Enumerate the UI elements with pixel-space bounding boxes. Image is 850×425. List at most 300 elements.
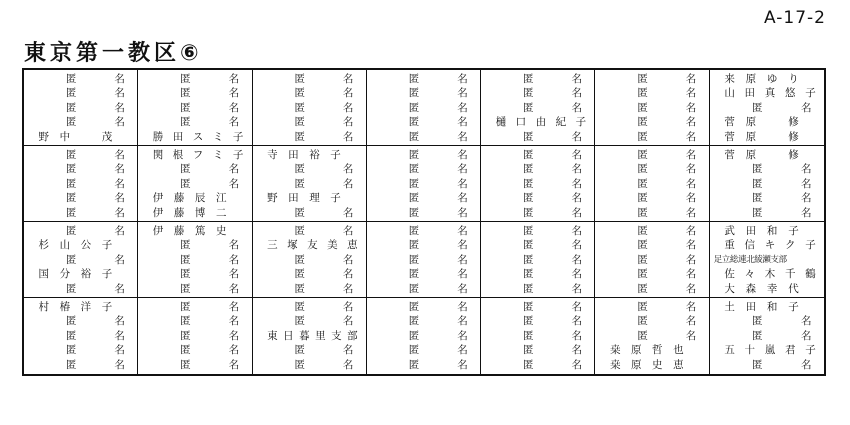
entry-text: 村椿洋子	[38, 301, 113, 313]
entry-text: 匿名	[637, 87, 697, 100]
entry-text: 匿名	[294, 206, 354, 219]
name-entry	[714, 253, 820, 267]
anonymous-entry	[485, 314, 590, 328]
anonymous-entry	[714, 101, 820, 115]
entry-text: 匿名	[523, 239, 582, 252]
name-entry	[714, 86, 820, 100]
anonymous-entry	[257, 115, 362, 129]
anonymous-entry	[28, 224, 133, 238]
grid-cell	[138, 146, 252, 222]
anonymous-entry	[257, 224, 362, 238]
entry-text: 匿名	[523, 149, 582, 161]
entry-text: 伊藤篤史	[152, 225, 227, 237]
anonymous-entry	[28, 101, 133, 115]
anonymous-entry	[371, 101, 476, 115]
entry-text: 匿名	[294, 268, 354, 281]
anonymous-entry	[371, 206, 476, 220]
entry-text: 匿名	[294, 163, 354, 176]
entry-text: 匿名	[294, 130, 354, 143]
name-entry	[257, 191, 362, 205]
entry-text: 匿名	[751, 358, 812, 371]
entry-text: 匿名	[637, 315, 697, 328]
grid-cell	[24, 298, 138, 374]
entry-text: 匿名	[751, 315, 812, 328]
name-entry	[714, 282, 820, 296]
entry-text: 匿名	[408, 163, 468, 176]
entry-text: 土田和子	[724, 301, 799, 313]
anonymous-entry	[142, 101, 247, 115]
grid-cell	[24, 70, 138, 146]
entry-text: 匿名	[637, 192, 697, 205]
entry-text: 匿名	[408, 116, 468, 129]
anonymous-entry	[28, 358, 133, 372]
anonymous-entry	[599, 300, 704, 314]
entry-text: 匿名	[180, 268, 240, 281]
anonymous-entry	[371, 130, 476, 144]
anonymous-entry	[142, 282, 247, 296]
entry-text: 匿名	[65, 315, 125, 328]
anonymous-entry	[142, 343, 247, 357]
entry-text: 匿名	[294, 344, 354, 357]
grid-cell	[24, 222, 138, 298]
entry-text: 匿名	[180, 329, 240, 342]
anonymous-entry	[714, 329, 820, 343]
name-entry	[257, 238, 362, 252]
name-entry	[142, 191, 247, 205]
grid-cell	[138, 222, 252, 298]
entry-text: 匿名	[751, 329, 812, 342]
name-entry	[142, 130, 247, 144]
entry-text: 匿名	[65, 192, 125, 205]
entry-text: 匿名	[637, 225, 697, 237]
grid-cell	[595, 222, 709, 298]
entry-text: 匿名	[408, 130, 468, 143]
page-title: 東京第一教区⑥	[24, 41, 203, 66]
anonymous-entry	[257, 130, 362, 144]
grid-cell	[481, 298, 595, 374]
anonymous-entry	[485, 300, 590, 314]
entry-text: 匿名	[523, 206, 582, 219]
entry-text: 匿名	[180, 163, 240, 176]
anonymous-entry	[257, 267, 362, 281]
entry-text: 匿名	[523, 130, 582, 143]
grid-cell	[595, 146, 709, 222]
entry-text: 菅原 修	[724, 130, 799, 143]
entry-text: 五十嵐君子	[724, 344, 816, 357]
name-entry	[714, 300, 820, 314]
entry-text: 匿名	[65, 253, 125, 266]
anonymous-entry	[371, 343, 476, 357]
anonymous-entry	[257, 162, 362, 176]
name-entry	[714, 238, 820, 252]
name-entry	[28, 267, 133, 281]
anonymous-entry	[714, 177, 820, 191]
name-entry	[714, 343, 820, 357]
entry-text: 匿名	[294, 315, 354, 328]
entry-text: 匿名	[294, 282, 354, 295]
name-entry	[257, 329, 362, 343]
entry-text: 杉山公子	[38, 239, 113, 252]
donor-grid	[22, 68, 826, 376]
entry-text: 匿名	[408, 101, 468, 114]
entry-text: 桒原史恵	[609, 358, 684, 371]
entry-text: 匿名	[180, 282, 240, 295]
entry-text: 伊藤博二	[152, 206, 227, 219]
entry-text: 匿名	[523, 329, 582, 342]
name-entry	[485, 115, 590, 129]
entry-text: 匿名	[408, 282, 468, 295]
anonymous-entry	[28, 329, 133, 343]
anonymous-entry	[28, 191, 133, 205]
grid-cell	[595, 70, 709, 146]
entry-text: 関根フミ子	[152, 149, 244, 161]
entry-text: 勝田スミ子	[152, 130, 244, 143]
anonymous-entry	[257, 177, 362, 191]
anonymous-entry	[28, 253, 133, 267]
grid-cell	[481, 146, 595, 222]
name-entry	[28, 300, 133, 314]
anonymous-entry	[371, 148, 476, 162]
anonymous-entry	[599, 177, 704, 191]
entry-text: 匿名	[523, 253, 582, 266]
anonymous-entry	[485, 343, 590, 357]
entry-text: 匿名	[751, 163, 812, 176]
grid-cell	[367, 70, 481, 146]
anonymous-entry	[599, 72, 704, 86]
entry-text: 匿名	[523, 73, 582, 85]
entry-text: 匿名	[637, 177, 697, 190]
entry-text: 匿名	[523, 268, 582, 281]
anonymous-entry	[257, 86, 362, 100]
entry-text: 佐々木千鶴	[724, 268, 816, 281]
anonymous-entry	[485, 177, 590, 191]
entry-text: 匿名	[523, 163, 582, 176]
entry-text: 匿名	[751, 206, 812, 219]
anonymous-entry	[28, 177, 133, 191]
entry-text: 寺田裕子	[267, 149, 341, 161]
anonymous-entry	[485, 358, 590, 372]
anonymous-entry	[485, 238, 590, 252]
entry-text: 山田真悠子	[724, 87, 816, 100]
anonymous-entry	[485, 329, 590, 343]
anonymous-entry	[257, 101, 362, 115]
grid-cell	[367, 222, 481, 298]
anonymous-entry	[599, 191, 704, 205]
anonymous-entry	[142, 358, 247, 372]
anonymous-entry	[485, 148, 590, 162]
entry-text: 匿名	[65, 344, 125, 357]
anonymous-entry	[142, 238, 247, 252]
grid-cell	[24, 146, 138, 222]
grid-cell	[710, 298, 824, 374]
anonymous-entry	[28, 282, 133, 296]
entry-text: 匿名	[408, 358, 468, 371]
entry-text: 匿名	[180, 73, 240, 85]
name-entry	[714, 148, 820, 162]
anonymous-entry	[485, 253, 590, 267]
anonymous-entry	[599, 314, 704, 328]
entry-text: 重信キク子	[724, 239, 816, 252]
entry-text: 匿名	[408, 268, 468, 281]
entry-text: 匿名	[408, 315, 468, 328]
entry-text: 匿名	[180, 344, 240, 357]
entry-text: 匿名	[65, 358, 125, 371]
name-entry	[599, 358, 704, 372]
anonymous-entry	[371, 86, 476, 100]
entry-text: 匿名	[637, 130, 697, 143]
anonymous-entry	[714, 162, 820, 176]
entry-text: 匿名	[408, 87, 468, 100]
anonymous-entry	[599, 206, 704, 220]
anonymous-entry	[28, 162, 133, 176]
anonymous-entry	[142, 162, 247, 176]
anonymous-entry	[257, 206, 362, 220]
anonymous-entry	[142, 86, 247, 100]
entry-text: 匿名	[294, 358, 354, 371]
anonymous-entry	[28, 72, 133, 86]
anonymous-entry	[371, 224, 476, 238]
anonymous-entry	[257, 314, 362, 328]
anonymous-entry	[371, 238, 476, 252]
entry-text: 匿名	[408, 239, 468, 252]
anonymous-entry	[599, 329, 704, 343]
anonymous-entry	[371, 300, 476, 314]
anonymous-entry	[485, 162, 590, 176]
entry-text: 匿名	[65, 116, 125, 129]
entry-text: 匿名	[637, 268, 697, 281]
anonymous-entry	[257, 72, 362, 86]
entry-text: 匿名	[637, 163, 697, 176]
entry-text: 匿名	[637, 329, 697, 342]
anonymous-entry	[485, 86, 590, 100]
anonymous-entry	[485, 101, 590, 115]
entry-text: 匿名	[65, 329, 125, 342]
anonymous-entry	[599, 282, 704, 296]
grid-cell	[481, 70, 595, 146]
entry-text: 匿名	[180, 101, 240, 114]
anonymous-entry	[28, 314, 133, 328]
entry-text: 匿名	[637, 73, 697, 85]
anonymous-entry	[714, 206, 820, 220]
entry-text: 匿名	[294, 225, 354, 237]
entry-text: 匿名	[751, 101, 812, 114]
entry-text: 匿名	[65, 101, 125, 114]
entry-text: 匿名	[637, 301, 697, 313]
anonymous-entry	[142, 115, 247, 129]
entry-text: 匿名	[294, 253, 354, 266]
entry-text: 匿名	[637, 116, 697, 129]
grid-cell	[710, 146, 824, 222]
entry-text: 匿名	[523, 301, 582, 313]
anonymous-entry	[485, 191, 590, 205]
name-entry	[142, 148, 247, 162]
anonymous-entry	[485, 267, 590, 281]
entry-text: 匿名	[180, 315, 240, 328]
entry-text: 伊藤辰江	[152, 192, 227, 205]
anonymous-entry	[142, 72, 247, 86]
anonymous-entry	[714, 358, 820, 372]
anonymous-entry	[599, 267, 704, 281]
document-code: A-17-2	[764, 8, 826, 28]
entry-text: 匿名	[523, 101, 582, 114]
entry-text: 樋口由紀子	[495, 116, 587, 129]
anonymous-entry	[142, 267, 247, 281]
anonymous-entry	[599, 86, 704, 100]
anonymous-entry	[28, 148, 133, 162]
entry-text: 匿名	[637, 253, 697, 266]
grid-cell	[253, 70, 367, 146]
anonymous-entry	[371, 282, 476, 296]
grid-cell	[710, 70, 824, 146]
anonymous-entry	[485, 72, 590, 86]
anonymous-entry	[485, 282, 590, 296]
entry-text: 匿名	[637, 206, 697, 219]
entry-text: 匿名	[65, 163, 125, 176]
entry-text: 匿名	[294, 301, 354, 313]
grid-cell	[595, 298, 709, 374]
entry-text: 匿名	[65, 282, 125, 295]
entry-text: 匿名	[180, 239, 240, 252]
anonymous-entry	[257, 300, 362, 314]
anonymous-entry	[599, 253, 704, 267]
anonymous-entry	[257, 358, 362, 372]
entry-text: 匿名	[523, 87, 582, 100]
grid-cell	[710, 222, 824, 298]
entry-text: 匿名	[180, 116, 240, 129]
anonymous-entry	[485, 130, 590, 144]
entry-text: 匿名	[637, 239, 697, 252]
anonymous-entry	[371, 115, 476, 129]
entry-text: 匿名	[523, 192, 582, 205]
anonymous-entry	[599, 224, 704, 238]
grid-cell	[481, 222, 595, 298]
name-entry	[714, 115, 820, 129]
entry-text: 野中 茂	[38, 130, 113, 143]
entry-text: 匿名	[408, 225, 468, 237]
name-entry	[142, 224, 247, 238]
anonymous-entry	[28, 86, 133, 100]
entry-text: 国分裕子	[38, 268, 113, 281]
entry-text: 匿名	[65, 149, 125, 161]
entry-text: 匿名	[523, 315, 582, 328]
grid-cell	[253, 146, 367, 222]
entry-text: 匿名	[523, 344, 582, 357]
anonymous-entry	[599, 148, 704, 162]
entry-text: 東日暮里支部	[267, 329, 358, 342]
entry-text: 匿名	[523, 282, 582, 295]
entry-text: 匿名	[408, 329, 468, 342]
entry-text: 匿名	[180, 301, 240, 313]
anonymous-entry	[371, 162, 476, 176]
anonymous-entry	[599, 130, 704, 144]
grid-cell	[253, 222, 367, 298]
anonymous-entry	[371, 253, 476, 267]
name-entry	[28, 238, 133, 252]
entry-text: 三塚友美恵	[267, 239, 358, 252]
entry-text: 武田和子	[724, 225, 799, 237]
entry-text: 匿名	[408, 149, 468, 161]
anonymous-entry	[371, 267, 476, 281]
entry-text: 匿名	[751, 177, 812, 190]
anonymous-entry	[371, 191, 476, 205]
anonymous-entry	[142, 329, 247, 343]
name-entry	[714, 72, 820, 86]
grid-cell	[138, 70, 252, 146]
grid-cell	[253, 298, 367, 374]
entry-text: 匿名	[408, 344, 468, 357]
entry-text: 足立総連北綾瀬支部	[713, 254, 787, 265]
anonymous-entry	[371, 329, 476, 343]
anonymous-entry	[714, 314, 820, 328]
entry-text: 匿名	[294, 87, 354, 100]
entry-text: 匿名	[180, 253, 240, 266]
anonymous-entry	[28, 343, 133, 357]
grid-cell	[367, 146, 481, 222]
entry-text: 桒原哲也	[609, 344, 684, 357]
anonymous-entry	[599, 115, 704, 129]
anonymous-entry	[599, 101, 704, 115]
grid-cell	[138, 298, 252, 374]
anonymous-entry	[714, 191, 820, 205]
name-entry	[257, 148, 362, 162]
anonymous-entry	[371, 72, 476, 86]
entry-text: 匿名	[294, 116, 354, 129]
anonymous-entry	[485, 224, 590, 238]
entry-text: 匿名	[408, 192, 468, 205]
entry-text: 野田理子	[267, 192, 341, 205]
entry-text: 来原ゆり	[724, 73, 799, 85]
entry-text: 匿名	[408, 73, 468, 85]
entry-text: 大森幸代	[724, 282, 799, 295]
entry-text: 匿名	[408, 253, 468, 266]
entry-text: 匿名	[637, 282, 697, 295]
entry-text: 匿名	[65, 225, 125, 237]
entry-text: 匿名	[751, 192, 812, 205]
entry-text: 匿名	[65, 73, 125, 85]
anonymous-entry	[28, 206, 133, 220]
name-entry	[28, 130, 133, 144]
name-entry	[142, 206, 247, 220]
anonymous-entry	[371, 314, 476, 328]
entry-text: 匿名	[408, 177, 468, 190]
entry-text: 匿名	[65, 87, 125, 100]
anonymous-entry	[142, 253, 247, 267]
entry-text: 匿名	[294, 73, 354, 85]
entry-text: 匿名	[294, 177, 354, 190]
anonymous-entry	[257, 343, 362, 357]
entry-text: 匿名	[180, 87, 240, 100]
entry-text: 匿名	[408, 301, 468, 313]
anonymous-entry	[485, 206, 590, 220]
anonymous-entry	[142, 314, 247, 328]
anonymous-entry	[371, 358, 476, 372]
entry-text: 匿名	[294, 101, 354, 114]
anonymous-entry	[257, 253, 362, 267]
anonymous-entry	[599, 162, 704, 176]
entry-text: 匿名	[523, 358, 582, 371]
entry-text: 匿名	[180, 177, 240, 190]
entry-text: 匿名	[65, 177, 125, 190]
anonymous-entry	[142, 177, 247, 191]
entry-text: 菅原 修	[724, 116, 799, 129]
anonymous-entry	[371, 177, 476, 191]
grid-cell	[367, 298, 481, 374]
entry-text: 匿名	[523, 225, 582, 237]
entry-text: 匿名	[523, 177, 582, 190]
anonymous-entry	[257, 282, 362, 296]
entry-text: 菅原 修	[724, 149, 799, 161]
entry-text: 匿名	[65, 206, 125, 219]
